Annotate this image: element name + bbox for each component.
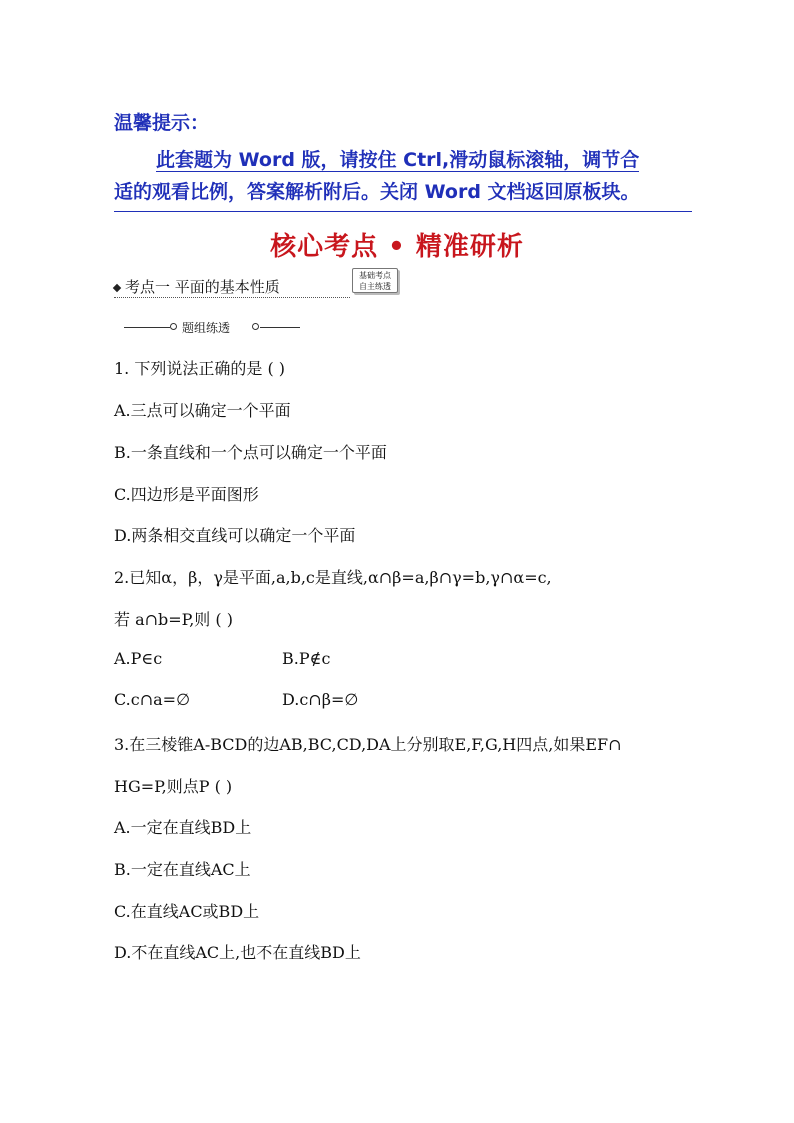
tip-line-1: 此套题为 Word 版，请按住 Ctrl,滑动鼠标滚轴，调节合 xyxy=(156,149,640,171)
tip-title: 温馨提示： xyxy=(114,112,210,134)
q3-option-a: A.一定在直线BD上 xyxy=(114,818,252,837)
core-title: 核心考点 • 精准研析 xyxy=(270,232,524,262)
tag-line-1: 基础考点 xyxy=(359,271,391,280)
q2-option-c: C.c∩a=∅ xyxy=(114,690,191,709)
q2-option-a: A.P∈c xyxy=(114,649,163,668)
q3-option-b: B.一定在直线AC上 xyxy=(114,860,251,879)
q3-stem-line-2: HG=P,则点P ( ) xyxy=(114,777,233,796)
group-label: 题组练透 xyxy=(182,321,231,335)
group-line-right xyxy=(260,327,300,328)
circle-right-icon xyxy=(252,323,259,330)
section-tag xyxy=(352,268,398,293)
q1-stem: 1. 下列说法正确的是 ( ) xyxy=(114,359,286,378)
group-header xyxy=(124,319,300,335)
q3-option-d: D.不在直线AC上,也不在直线BD上 xyxy=(114,943,361,962)
tip-underline xyxy=(114,211,692,212)
q2-stem-line-2: 若 a∩b=P,则 ( ) xyxy=(114,610,233,629)
q2-option-d: D.c∩β=∅ xyxy=(282,690,359,709)
diamond-bullet-icon xyxy=(113,284,121,292)
tip-line-2: 适的观看比例，答案解析附后。关闭 Word 文档返回原板块。 xyxy=(114,181,640,203)
section-label: 考点一 平面的基本性质 xyxy=(125,278,280,296)
q1-option-c: C.四边形是平面图形 xyxy=(114,485,259,504)
tag-line-2: 自主练透 xyxy=(359,282,391,291)
q3-option-c: C.在直线AC或BD上 xyxy=(114,902,260,921)
q2-option-b: B.P∉c xyxy=(282,649,331,668)
q1-option-d: D.两条相交直线可以确定一个平面 xyxy=(114,526,356,545)
tip-body xyxy=(114,144,694,177)
section-dotted-line xyxy=(114,297,350,298)
q1-option-a: A.三点可以确定一个平面 xyxy=(114,401,291,420)
q1-option-b: B.一条直线和一个点可以确定一个平面 xyxy=(114,443,387,462)
circle-left-icon xyxy=(170,323,177,330)
group-line-left xyxy=(124,327,170,328)
q3-stem-line-1: 3.在三棱锥A-BCD的边AB,BC,CD,DA上分别取E,F,G,H四点,如果EF∩ xyxy=(114,735,622,754)
q2-stem-line-1: 2.已知α，β，γ是平面,a,b,c是直线,α∩β=a,β∩γ=b,γ∩α=c, xyxy=(114,568,552,587)
